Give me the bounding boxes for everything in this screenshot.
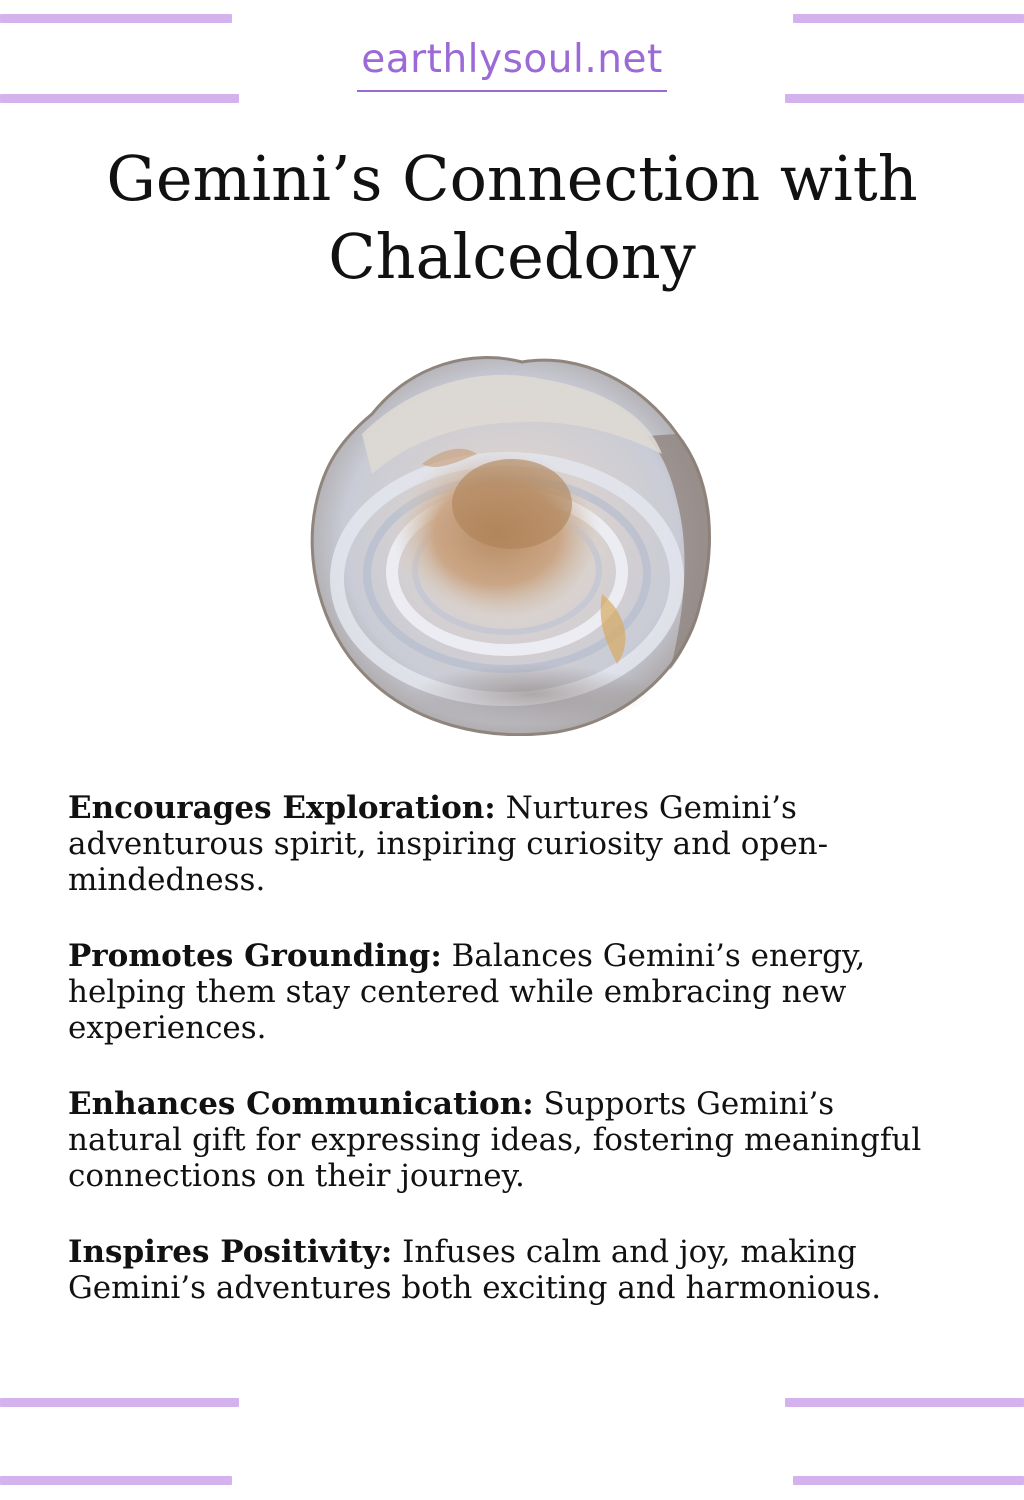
- top-right-bar-upper: [793, 14, 1024, 23]
- list-item: [68, 1086, 948, 1194]
- title-line-1: Gemini’s Connection with: [106, 142, 918, 215]
- chalcedony-stone-image: [302, 344, 722, 736]
- list-item: [68, 938, 948, 1046]
- benefits-list: [68, 790, 948, 1346]
- title-line-2: Chalcedony: [328, 220, 696, 293]
- item-text: Supports Gemini’s natural gift for expressing ideas, fostering meaningful connections on their journey.: [68, 1086, 922, 1194]
- item-text: Balances Gemini’s energy, helping them stay centered while embracing new experiences.: [68, 938, 866, 1046]
- bottom-left-bar-upper: [0, 1398, 239, 1407]
- stone-icon: [302, 344, 722, 736]
- top-left-bar-upper: [0, 14, 232, 23]
- logo-text: earthlysoul.net: [357, 30, 667, 92]
- item-label: Promotes Grounding:: [68, 938, 442, 974]
- page-title: [20, 140, 1004, 296]
- list-item: [68, 790, 948, 898]
- item-label: Enhances Communication:: [68, 1086, 534, 1122]
- bottom-right-bar-upper: [785, 1398, 1024, 1407]
- bottom-right-bar-lower: [793, 1476, 1024, 1485]
- item-text: Infuses calm and joy, making Gemini’s adventures both exciting and harmonious.: [68, 1234, 882, 1306]
- list-item: [68, 1234, 948, 1306]
- item-label: Inspires Positivity:: [68, 1234, 393, 1270]
- item-text: Nurtures Gemini’s adventurous spirit, inspiring curiosity and open-mindedness.: [68, 790, 829, 898]
- bottom-left-bar-lower: [0, 1476, 232, 1485]
- item-label: Encourages Exploration:: [68, 790, 496, 826]
- site-logo[interactable]: [0, 30, 1024, 100]
